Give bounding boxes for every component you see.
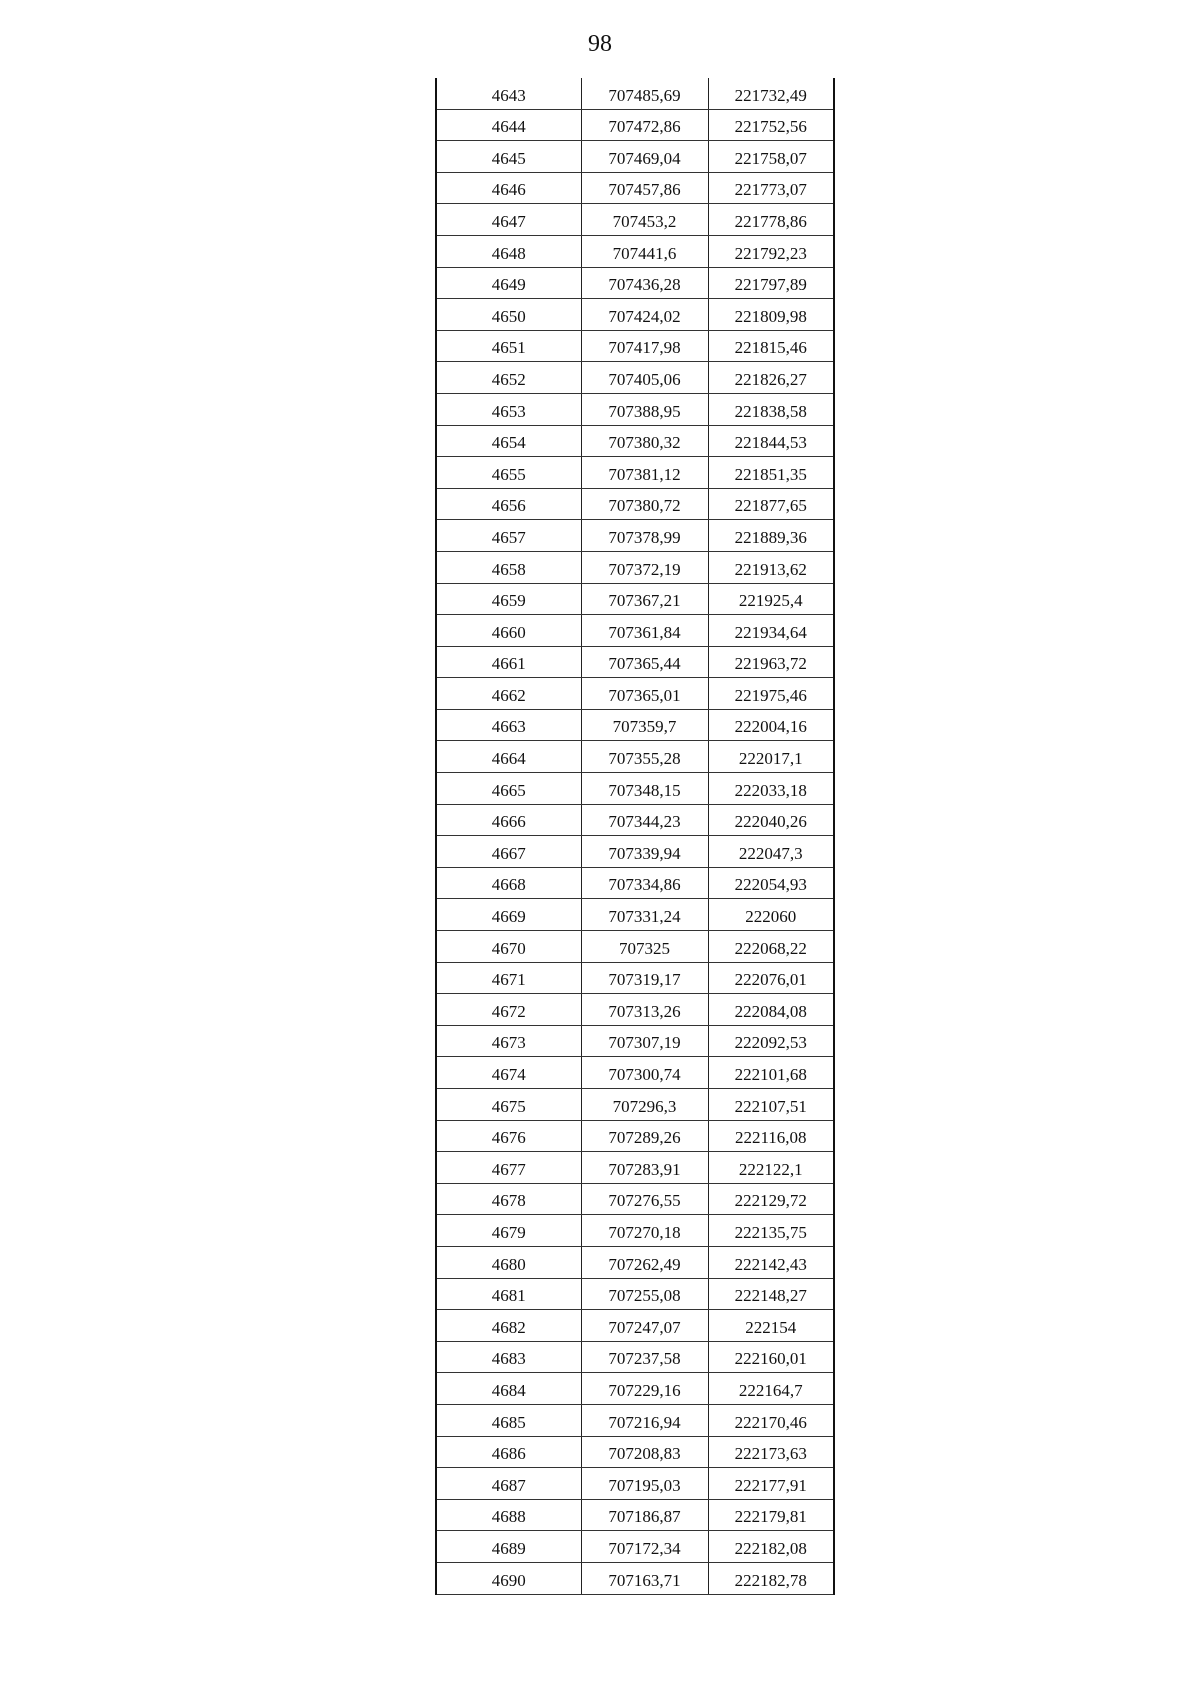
x-coordinate-cell: 707472,86	[581, 109, 708, 141]
x-coordinate-cell: 707163,71	[581, 1562, 708, 1594]
x-coordinate-cell: 707339,94	[581, 836, 708, 868]
point-number-cell: 4666	[436, 804, 581, 836]
table-row	[436, 1404, 834, 1436]
table-row	[436, 551, 834, 583]
y-coordinate-cell: 221889,36	[708, 520, 834, 552]
y-coordinate-cell: 221773,07	[708, 172, 834, 204]
table-row	[436, 1183, 834, 1215]
table-row	[436, 678, 834, 710]
x-coordinate-cell: 707334,86	[581, 867, 708, 899]
table-row	[436, 773, 834, 805]
y-coordinate-cell: 222177,91	[708, 1468, 834, 1500]
y-coordinate-cell: 222004,16	[708, 709, 834, 741]
table-row	[436, 709, 834, 741]
point-number-cell: 4671	[436, 962, 581, 994]
y-coordinate-cell: 221913,62	[708, 551, 834, 583]
x-coordinate-cell: 707331,24	[581, 899, 708, 931]
table-row	[436, 1468, 834, 1500]
x-coordinate-cell: 707255,08	[581, 1278, 708, 1310]
point-number-cell: 4657	[436, 520, 581, 552]
x-coordinate-cell: 707359,7	[581, 709, 708, 741]
table-row	[436, 141, 834, 173]
table-row	[436, 299, 834, 331]
table-row	[436, 204, 834, 236]
point-number-cell: 4676	[436, 1120, 581, 1152]
x-coordinate-cell: 707355,28	[581, 741, 708, 773]
y-coordinate-cell: 222122,1	[708, 1152, 834, 1184]
point-number-cell: 4662	[436, 678, 581, 710]
point-number-cell: 4681	[436, 1278, 581, 1310]
x-coordinate-cell: 707307,19	[581, 1025, 708, 1057]
table-row	[436, 646, 834, 678]
y-coordinate-cell: 222116,08	[708, 1120, 834, 1152]
point-number-cell: 4643	[436, 78, 581, 109]
y-coordinate-cell: 222017,1	[708, 741, 834, 773]
table-row	[436, 457, 834, 489]
y-coordinate-cell: 221838,58	[708, 393, 834, 425]
table-row	[436, 330, 834, 362]
y-coordinate-cell: 222142,43	[708, 1246, 834, 1278]
table-row	[436, 1310, 834, 1342]
table-row	[436, 1057, 834, 1089]
y-coordinate-cell: 222173,63	[708, 1436, 834, 1468]
x-coordinate-cell: 707325	[581, 931, 708, 963]
point-number-cell: 4646	[436, 172, 581, 204]
y-coordinate-cell: 221877,65	[708, 488, 834, 520]
point-number-cell: 4654	[436, 425, 581, 457]
x-coordinate-cell: 707361,84	[581, 615, 708, 647]
point-number-cell: 4685	[436, 1404, 581, 1436]
table-row	[436, 741, 834, 773]
x-coordinate-cell: 707485,69	[581, 78, 708, 109]
y-coordinate-cell: 222129,72	[708, 1183, 834, 1215]
coordinates-table	[435, 78, 835, 1595]
x-coordinate-cell: 707208,83	[581, 1436, 708, 1468]
table-row	[436, 1089, 834, 1121]
point-number-cell: 4682	[436, 1310, 581, 1342]
table-row	[436, 1373, 834, 1405]
table-row	[436, 931, 834, 963]
table-row	[436, 1246, 834, 1278]
point-number-cell: 4648	[436, 235, 581, 267]
point-number-cell: 4689	[436, 1531, 581, 1563]
x-coordinate-cell: 707195,03	[581, 1468, 708, 1500]
x-coordinate-cell: 707436,28	[581, 267, 708, 299]
point-number-cell: 4645	[436, 141, 581, 173]
x-coordinate-cell: 707262,49	[581, 1246, 708, 1278]
x-coordinate-cell: 707229,16	[581, 1373, 708, 1405]
point-number-cell: 4667	[436, 836, 581, 868]
table-row	[436, 1341, 834, 1373]
table-row	[436, 267, 834, 299]
point-number-cell: 4687	[436, 1468, 581, 1500]
point-number-cell: 4668	[436, 867, 581, 899]
point-number-cell: 4655	[436, 457, 581, 489]
y-coordinate-cell: 222179,81	[708, 1499, 834, 1531]
y-coordinate-cell: 222092,53	[708, 1025, 834, 1057]
y-coordinate-cell: 221975,46	[708, 678, 834, 710]
x-coordinate-cell: 707186,87	[581, 1499, 708, 1531]
table-row	[436, 78, 834, 109]
x-coordinate-cell: 707457,86	[581, 172, 708, 204]
table-row	[436, 583, 834, 615]
y-coordinate-cell: 221934,64	[708, 615, 834, 647]
table-row	[436, 1499, 834, 1531]
point-number-cell: 4674	[436, 1057, 581, 1089]
x-coordinate-cell: 707313,26	[581, 994, 708, 1026]
x-coordinate-cell: 707405,06	[581, 362, 708, 394]
point-number-cell: 4652	[436, 362, 581, 394]
point-number-cell: 4675	[436, 1089, 581, 1121]
point-number-cell: 4690	[436, 1562, 581, 1594]
x-coordinate-cell: 707388,95	[581, 393, 708, 425]
x-coordinate-cell: 707319,17	[581, 962, 708, 994]
table-row	[436, 362, 834, 394]
y-coordinate-cell: 222101,68	[708, 1057, 834, 1089]
table-row	[436, 520, 834, 552]
y-coordinate-cell: 222040,26	[708, 804, 834, 836]
y-coordinate-cell: 222084,08	[708, 994, 834, 1026]
x-coordinate-cell: 707300,74	[581, 1057, 708, 1089]
x-coordinate-cell: 707372,19	[581, 551, 708, 583]
table-row	[436, 867, 834, 899]
point-number-cell: 4686	[436, 1436, 581, 1468]
x-coordinate-cell: 707216,94	[581, 1404, 708, 1436]
x-coordinate-cell: 707365,01	[581, 678, 708, 710]
x-coordinate-cell: 707469,04	[581, 141, 708, 173]
y-coordinate-cell: 221778,86	[708, 204, 834, 236]
x-coordinate-cell: 707348,15	[581, 773, 708, 805]
y-coordinate-cell: 222154	[708, 1310, 834, 1342]
y-coordinate-cell: 222054,93	[708, 867, 834, 899]
point-number-cell: 4680	[436, 1246, 581, 1278]
point-number-cell: 4665	[436, 773, 581, 805]
table-row	[436, 962, 834, 994]
point-number-cell: 4688	[436, 1499, 581, 1531]
x-coordinate-cell: 707296,3	[581, 1089, 708, 1121]
y-coordinate-cell: 222047,3	[708, 836, 834, 868]
x-coordinate-cell: 707276,55	[581, 1183, 708, 1215]
y-coordinate-cell: 221797,89	[708, 267, 834, 299]
y-coordinate-cell: 221752,56	[708, 109, 834, 141]
point-number-cell: 4663	[436, 709, 581, 741]
table-row	[436, 1152, 834, 1184]
y-coordinate-cell: 222170,46	[708, 1404, 834, 1436]
y-coordinate-cell: 221792,23	[708, 235, 834, 267]
point-number-cell: 4670	[436, 931, 581, 963]
x-coordinate-cell: 707381,12	[581, 457, 708, 489]
table-row	[436, 109, 834, 141]
point-number-cell: 4656	[436, 488, 581, 520]
x-coordinate-cell: 707344,23	[581, 804, 708, 836]
table-row	[436, 488, 834, 520]
y-coordinate-cell: 221851,35	[708, 457, 834, 489]
y-coordinate-cell: 222148,27	[708, 1278, 834, 1310]
table-row	[436, 804, 834, 836]
table-row	[436, 1025, 834, 1057]
point-number-cell: 4644	[436, 109, 581, 141]
x-coordinate-cell: 707417,98	[581, 330, 708, 362]
y-coordinate-cell: 222182,78	[708, 1562, 834, 1594]
y-coordinate-cell: 222076,01	[708, 962, 834, 994]
table-row	[436, 425, 834, 457]
point-number-cell: 4650	[436, 299, 581, 331]
x-coordinate-cell: 707283,91	[581, 1152, 708, 1184]
table-row	[436, 836, 834, 868]
point-number-cell: 4669	[436, 899, 581, 931]
table-row	[436, 1215, 834, 1247]
page-number: 98	[588, 31, 612, 57]
point-number-cell: 4683	[436, 1341, 581, 1373]
table-row	[436, 393, 834, 425]
point-number-cell: 4679	[436, 1215, 581, 1247]
point-number-cell: 4659	[436, 583, 581, 615]
point-number-cell: 4672	[436, 994, 581, 1026]
point-number-cell: 4660	[436, 615, 581, 647]
point-number-cell: 4673	[436, 1025, 581, 1057]
x-coordinate-cell: 707270,18	[581, 1215, 708, 1247]
table-row	[436, 1562, 834, 1594]
point-number-cell: 4677	[436, 1152, 581, 1184]
x-coordinate-cell: 707237,58	[581, 1341, 708, 1373]
table-row	[436, 1436, 834, 1468]
point-number-cell: 4651	[436, 330, 581, 362]
y-coordinate-cell: 221732,49	[708, 78, 834, 109]
table-row	[436, 172, 834, 204]
y-coordinate-cell: 222060	[708, 899, 834, 931]
x-coordinate-cell: 707247,07	[581, 1310, 708, 1342]
x-coordinate-cell: 707380,72	[581, 488, 708, 520]
table-row	[436, 1531, 834, 1563]
y-coordinate-cell: 221844,53	[708, 425, 834, 457]
y-coordinate-cell: 221925,4	[708, 583, 834, 615]
table-row	[436, 615, 834, 647]
x-coordinate-cell: 707289,26	[581, 1120, 708, 1152]
y-coordinate-cell: 221815,46	[708, 330, 834, 362]
y-coordinate-cell: 222068,22	[708, 931, 834, 963]
point-number-cell: 4664	[436, 741, 581, 773]
y-coordinate-cell: 222160,01	[708, 1341, 834, 1373]
point-number-cell: 4658	[436, 551, 581, 583]
y-coordinate-cell: 221963,72	[708, 646, 834, 678]
point-number-cell: 4649	[436, 267, 581, 299]
table-row	[436, 235, 834, 267]
x-coordinate-cell: 707424,02	[581, 299, 708, 331]
x-coordinate-cell: 707367,21	[581, 583, 708, 615]
x-coordinate-cell: 707378,99	[581, 520, 708, 552]
table-row	[436, 1120, 834, 1152]
y-coordinate-cell: 222164,7	[708, 1373, 834, 1405]
point-number-cell: 4661	[436, 646, 581, 678]
y-coordinate-cell: 222135,75	[708, 1215, 834, 1247]
x-coordinate-cell: 707441,6	[581, 235, 708, 267]
x-coordinate-cell: 707380,32	[581, 425, 708, 457]
table-body	[436, 78, 834, 1594]
x-coordinate-cell: 707453,2	[581, 204, 708, 236]
y-coordinate-cell: 221826,27	[708, 362, 834, 394]
y-coordinate-cell: 221809,98	[708, 299, 834, 331]
y-coordinate-cell: 222033,18	[708, 773, 834, 805]
x-coordinate-cell: 707172,34	[581, 1531, 708, 1563]
point-number-cell: 4647	[436, 204, 581, 236]
point-number-cell: 4684	[436, 1373, 581, 1405]
table-row	[436, 899, 834, 931]
table-row	[436, 1278, 834, 1310]
table-row	[436, 994, 834, 1026]
y-coordinate-cell: 221758,07	[708, 141, 834, 173]
y-coordinate-cell: 222107,51	[708, 1089, 834, 1121]
point-number-cell: 4653	[436, 393, 581, 425]
point-number-cell: 4678	[436, 1183, 581, 1215]
x-coordinate-cell: 707365,44	[581, 646, 708, 678]
y-coordinate-cell: 222182,08	[708, 1531, 834, 1563]
